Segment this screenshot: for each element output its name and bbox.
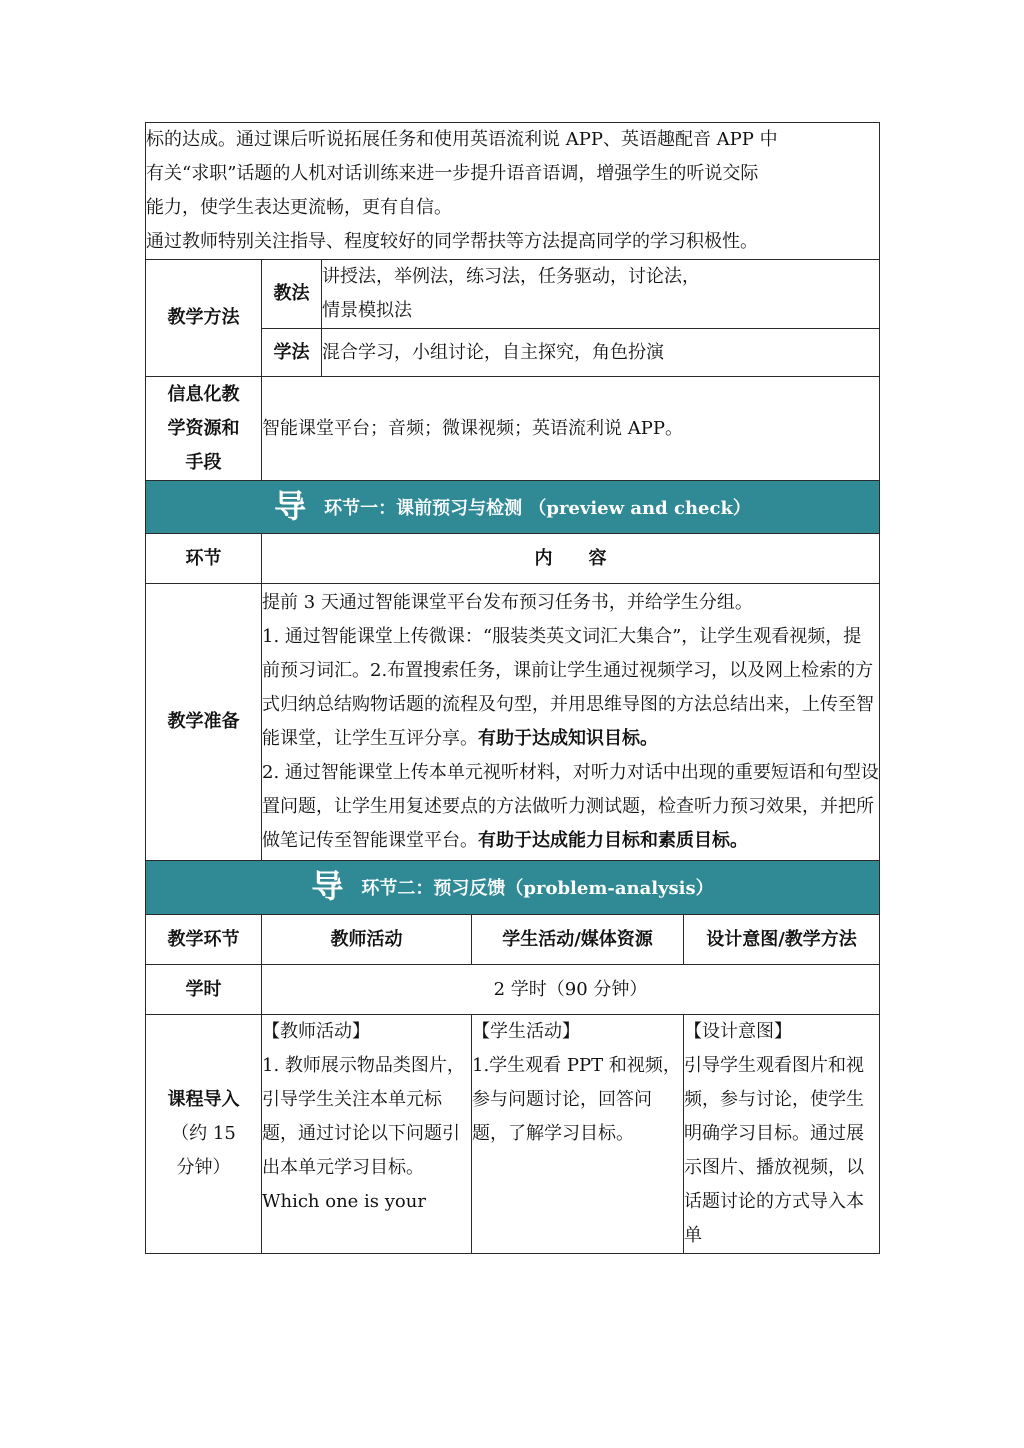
methods-label: 教学方法 [146,260,262,377]
section2-glyph: 导 [311,867,344,905]
methods-teach-row [146,260,880,329]
prep-para: 提前 3 天通过智能课堂平台发布预习任务书，并给学生分组。 [262,592,753,613]
prep-para-text: 2. 通过智能课堂上传本单元视听材料，对听力对话中出现的重要短语和句型设置问题，让学生用复述要点的方法做听力测试题，检查听力预习效果，并把所做笔记传至智能课堂平台。 [262,762,879,851]
prep-para-emphasis: 有助于达成能力目标和素质目标。 [478,830,748,851]
hours-row [146,965,880,1015]
header1-col1: 环节 [146,534,262,584]
teach-method-text [322,260,880,329]
resources-text: 智能课堂平台；音频；微课视频；英语流利说 APP。 [262,377,880,481]
intro-lesson-teacher: 【教师活动】 1. 教师展示物品类图片，引导学生关注本单元标题，通过讨论以下问题引出本单元学习目标。 Which one is your [262,1015,472,1254]
intro-line: 有关“求职”话题的人机对话训练来进一步提升语音语调，增强学生的听说交际 [146,163,759,184]
section1-glyph: 导 [274,486,307,525]
resources-label [146,377,262,481]
section1-banner [146,481,880,534]
hours-value: 2 学时（90 分钟） [262,965,880,1015]
section1-title: 环节一：课前预习与检测 （preview and check） [324,497,751,519]
resources-label-line: 信息化教 [167,383,240,405]
header2-c1: 教学环节 [146,915,262,965]
section2-banner-cell [146,861,880,915]
resources-label-line: 手段 [185,451,222,473]
header1-row [146,534,880,584]
header2-c4: 设计意图/教学方法 [684,915,880,965]
teach-method-line: 讲授法，举例法，练习法，任务驱动，讨论法， [322,266,700,287]
prep-label: 教学准备 [146,584,262,861]
hours-label: 学时 [146,965,262,1015]
learn-method-text: 混合学习，小组讨论，自主探究，角色扮演 [322,329,880,377]
header2-c3: 学生活动/媒体资源 [472,915,684,965]
intro-row [146,123,880,260]
section1-banner-cell [146,481,880,534]
section2-banner [146,861,880,915]
prep-para [262,620,879,756]
prep-para [262,756,879,858]
intro-lesson-row [146,1015,880,1254]
teach-method-line: 情景模拟法 [322,300,412,321]
intro-cell [146,123,880,260]
intro-lesson-label: 课程导入 [167,1089,240,1110]
prep-content [262,584,880,861]
header1-col2: 内 容 [262,534,880,584]
intro-line: 能力，使学生表达更流畅，更有自信。 [146,197,452,218]
learn-method-label: 学法 [262,329,322,377]
resources-row [146,377,880,481]
intro-line: 通过教师特别关注指导、程度较好的同学帮扶等方法提高同学的学习积极性。 [146,231,758,252]
section2-title: 环节二：预习反馈（problem-analysis） [361,878,714,899]
prep-row [146,584,880,861]
prep-para-emphasis: 有助于达成知识目标。 [478,728,658,749]
intro-lesson-student: 【学生活动】 1.学生观看 PPT 和视频，参与问题讨论，回答问题，了解学习目标。 [472,1015,684,1254]
intro-lesson-label-cell [146,1015,262,1254]
lesson-plan-table [145,122,880,1254]
teach-method-label: 教法 [262,260,322,329]
prep-para-text: 1. 通过智能课堂上传微课：“服装类英文词汇大集合”，让学生观看视频，提前预习词汇。2.布置搜索任务，课前让学生通过视频学习，以及网上检索的方式归纳总结购物话题的流程及句型，并用思维导图的方法总结出来，上传至智能课堂，让学生互评分享。 [262,626,874,749]
intro-lesson-sub: （约 15 分钟） [171,1123,236,1178]
header2-c2: 教师活动 [262,915,472,965]
intro-line: 标的达成。通过课后听说拓展任务和使用英语流利说 APP、英语趣配音 APP 中 [146,129,778,150]
intro-lesson-design: 【设计意图】 引导学生观看图片和视频，参与讨论，使学生明确学习目标。通过展示图片、播放视频，以话题讨论的方式导入本单 [684,1015,880,1254]
header2-row [146,915,880,965]
resources-label-line: 学资源和 [167,417,240,439]
